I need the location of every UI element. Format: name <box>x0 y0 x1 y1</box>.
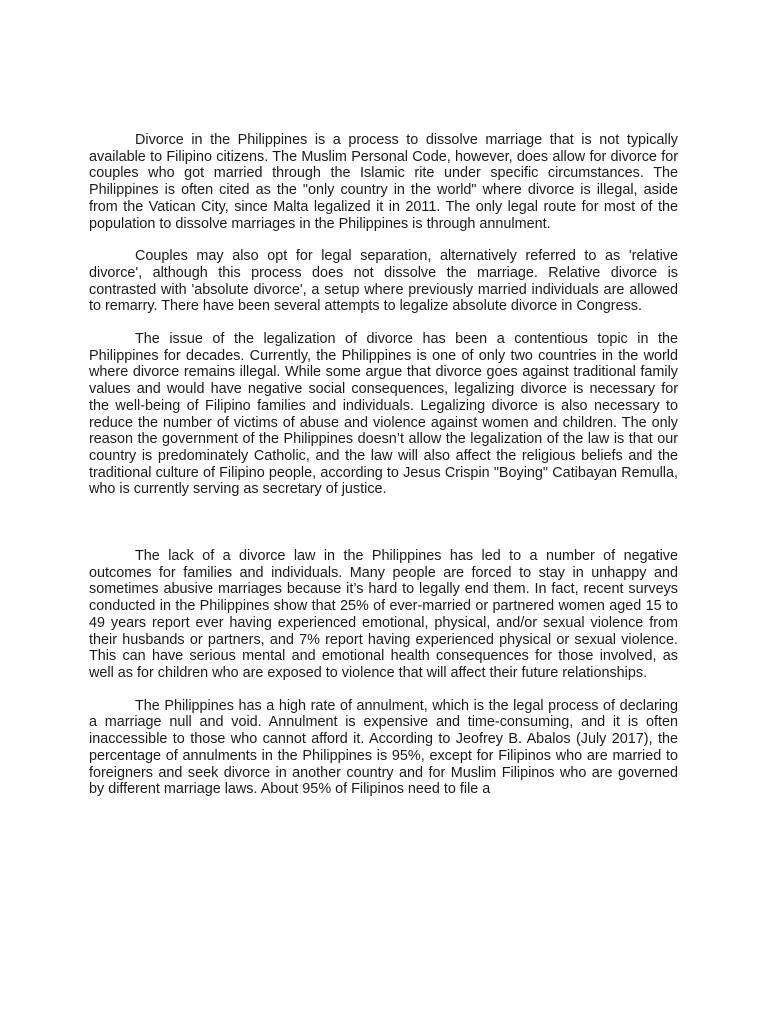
section-spacer <box>89 498 678 548</box>
paragraph-negative-outcomes: The lack of a divorce law in the Philippines has led to a number of negative outcomes for families and individuals. Many people are forced to stay in unhappy and sometimes abusive marriages because it’s hard to legally end them. In fact, recent surveys conducted in the Philippines show that 25% of ever-married or partnered women aged 15 to 49 years report ever having experienced emotional, physical, and/or sexual violence from their husbands or partners, and 7% report having experienced physical or sexual violence. This can have serious mental and emotional health consequences for those involved, as well as for children who are exposed to violence that will affect their future relationships. <box>89 548 678 681</box>
paragraph-legal-separation: Couples may also opt for legal separation, alternatively referred to as 'relative divorce', although this process does not dissolve the marriage. Relative divorce is contrasted with 'absolute divorce', a setup where previously married individuals are allowed to remarry. There have been several attempts to legalize absolute divorce in Congress. <box>89 248 678 315</box>
paragraph-spacer <box>89 682 678 698</box>
paragraph-spacer <box>89 232 678 248</box>
paragraph-divorce-overview: Divorce in the Philippines is a process to dissolve marriage that is not typically available to Filipino citizens. The Muslim Personal Code, however, does allow for divorce for couples who got married through the Islamic rite under specific circumstances. The Philippines is often cited as the "only country in the world" where divorce is illegal, aside from the Vatican City, since Malta legalized it in 2011. The only legal route for most of the population to dissolve marriages in the Philippines is through annulment. <box>89 132 678 232</box>
paragraph-spacer <box>89 315 678 331</box>
paragraph-legalization-issue: The issue of the legalization of divorce has been a contentious topic in the Philippines for decades. Currently, the Philippines is one of only two countries in the world where divorce remains illegal. While some argue that divorce goes against traditional family values and would have negative social consequences, legalizing divorce is necessary for the well-being of Filipino families and individuals. Legalizing divorce is also necessary to reduce the number of victims of abuse and violence against women and children. The only reason the government of the Philippines doesn’t allow the legalization of the law is that our country is predominately Catholic, and the law will also affect the religious beliefs and the traditional culture of Filipino people, according to Jesus Crispin "Boying" Catibayan Remulla, who is currently serving as secretary of justice. <box>89 331 678 498</box>
paragraph-annulment-rate: The Philippines has a high rate of annulment, which is the legal process of declaring a marriage null and void. Annulment is expensive and time-consuming, and it is often inaccessible to those who cannot afford it. According to Jeofrey B. Abalos (July 2017), the percentage of annulments in the Philippines is 95%, except for Filipinos who are married to foreigners and seek divorce in another country and for Muslim Filipinos who are governed by different marriage laws. About 95% of Filipinos need to file a <box>89 697 678 798</box>
document-page <box>89 132 678 798</box>
